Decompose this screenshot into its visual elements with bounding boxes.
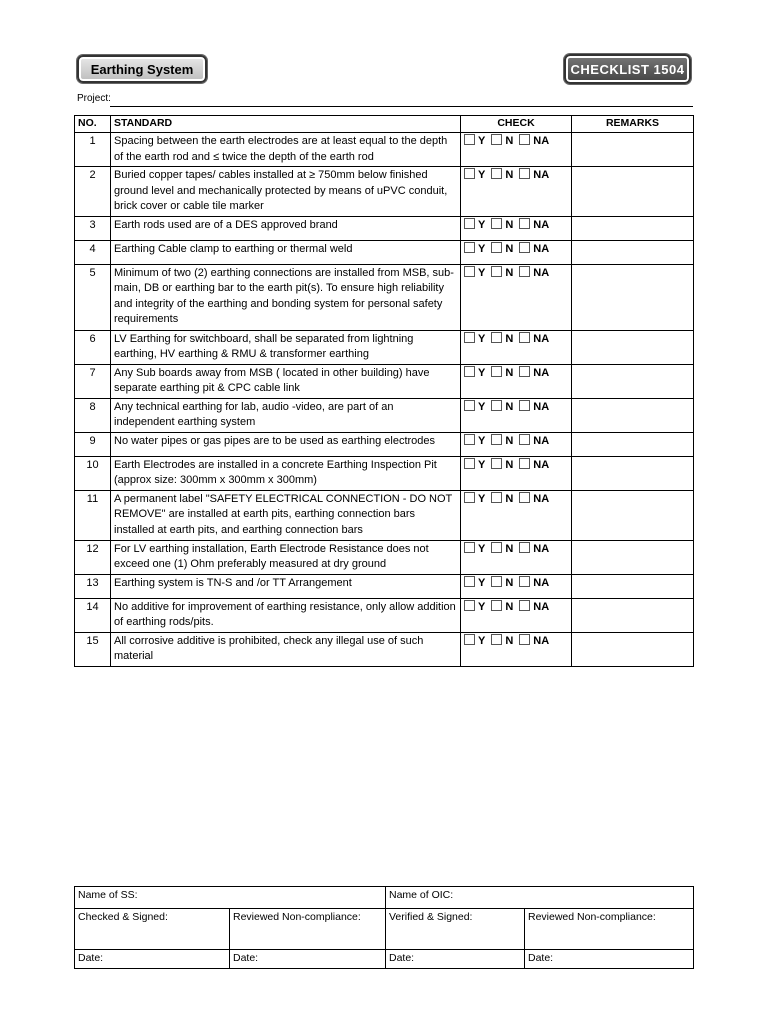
option-y[interactable]	[464, 543, 485, 555]
option-n[interactable]	[491, 135, 513, 147]
checkbox-n[interactable]	[491, 542, 502, 553]
option-na[interactable]	[519, 333, 549, 345]
option-na[interactable]	[519, 435, 549, 447]
row-check	[461, 240, 572, 264]
row-standard: For LV earthing installation, Earth Electrode Resistance does not exceed one (1) Ohm preferably measured at dry ground	[111, 540, 461, 574]
checkbox-na[interactable]	[519, 542, 530, 553]
checkbox-na[interactable]	[519, 168, 530, 179]
reviewed-nc-label-1: Reviewed Non-compliance:	[233, 911, 361, 923]
checkbox-na[interactable]	[519, 492, 530, 503]
option-n-label: N	[505, 169, 514, 181]
row-remarks[interactable]	[572, 240, 694, 264]
option-na[interactable]	[519, 577, 549, 589]
option-na-label: NA	[533, 135, 550, 147]
table-row	[75, 398, 694, 432]
row-check	[461, 167, 572, 217]
row-check	[461, 264, 572, 330]
row-remarks[interactable]	[572, 133, 694, 167]
row-remarks[interactable]	[572, 574, 694, 598]
option-n-label: N	[505, 434, 514, 447]
row-number: 4	[75, 240, 111, 264]
option-n[interactable]	[491, 577, 513, 589]
option-y[interactable]	[464, 169, 485, 181]
row-check	[461, 364, 572, 398]
option-na[interactable]	[519, 267, 549, 279]
row-standard: All corrosive additive is prohibited, check any illegal use of such material	[111, 632, 461, 666]
checkbox-n[interactable]	[491, 366, 502, 377]
col-standard: STANDARD	[111, 116, 461, 133]
option-y-label: Y	[478, 400, 486, 413]
row-standard: Earth rods used are of a DES approved brand	[111, 216, 461, 240]
option-na-label: NA	[533, 332, 550, 345]
option-n-label: N	[505, 400, 514, 413]
checkbox-y[interactable]	[464, 634, 475, 645]
row-number: 12	[75, 540, 111, 574]
option-y[interactable]	[464, 493, 485, 505]
option-y-label: Y	[478, 366, 486, 379]
checkbox-y[interactable]	[464, 492, 475, 503]
row-standard: Minimum of two (2) earthing connections are installed from MSB, sub-main, DB or earthing bar to the earth pit(s). To ensure high reliability and integrity of the earthing and bonding system for personal safety requirements	[111, 264, 461, 330]
option-y-label: Y	[478, 218, 486, 231]
row-number: 3	[75, 216, 111, 240]
reviewed-nc-field-1[interactable]	[230, 909, 386, 950]
option-na-label: NA	[533, 600, 550, 613]
option-y[interactable]	[464, 267, 485, 279]
table-row	[75, 216, 694, 240]
option-n-label: N	[505, 634, 514, 647]
option-na-label: NA	[533, 169, 550, 181]
option-na-label: NA	[533, 542, 550, 555]
table-row	[75, 598, 694, 632]
title-button[interactable]	[77, 55, 207, 83]
col-remarks: REMARKS	[572, 116, 694, 133]
signoff-table	[74, 886, 694, 969]
option-y-label: Y	[478, 169, 486, 181]
checkbox-y[interactable]	[464, 542, 475, 553]
date-field-1[interactable]	[75, 950, 230, 969]
option-na[interactable]	[519, 219, 549, 231]
option-na[interactable]	[519, 543, 549, 555]
project-label: Project:	[77, 93, 111, 104]
checkbox-y[interactable]	[464, 366, 475, 377]
checkbox-n[interactable]	[491, 576, 502, 587]
option-na-label: NA	[533, 400, 550, 413]
reviewed-nc-field-2[interactable]	[525, 909, 694, 950]
option-n-label: N	[505, 366, 514, 379]
row-check	[461, 432, 572, 456]
table-row	[75, 240, 694, 264]
checkbox-na[interactable]	[519, 266, 530, 277]
table-row	[75, 574, 694, 598]
option-n[interactable]	[491, 459, 513, 471]
checklist-table	[74, 115, 694, 667]
checkbox-n[interactable]	[491, 458, 502, 469]
row-number: 6	[75, 330, 111, 364]
reviewed-nc-label-2: Reviewed Non-compliance:	[528, 911, 656, 923]
row-remarks[interactable]	[572, 456, 694, 490]
option-na-label: NA	[533, 458, 550, 471]
option-y[interactable]	[464, 635, 485, 647]
row-standard: No water pipes or gas pipes are to be used as earthing electrodes	[111, 432, 461, 456]
row-number: 7	[75, 364, 111, 398]
option-y-label: Y	[478, 266, 486, 279]
checkbox-na[interactable]	[519, 134, 530, 145]
checkbox-y[interactable]	[464, 332, 475, 343]
checkbox-na[interactable]	[519, 600, 530, 611]
option-n-label: N	[505, 458, 514, 471]
date-label: Date:	[78, 952, 104, 964]
checkbox-n[interactable]	[491, 600, 502, 611]
checkbox-n[interactable]	[491, 218, 502, 229]
row-check	[461, 598, 572, 632]
date-label: Date:	[528, 952, 554, 964]
row-check	[461, 540, 572, 574]
table-row	[75, 364, 694, 398]
option-y-label: Y	[478, 332, 486, 345]
row-remarks[interactable]	[572, 540, 694, 574]
checkbox-n[interactable]	[491, 400, 502, 411]
option-y[interactable]	[464, 219, 485, 231]
name-ss-field[interactable]	[75, 887, 386, 909]
option-y[interactable]	[464, 243, 485, 255]
option-na-label: NA	[533, 576, 550, 589]
checkbox-y[interactable]	[464, 218, 475, 229]
option-na-label: NA	[533, 366, 550, 379]
checkbox-y[interactable]	[464, 400, 475, 411]
option-y-label: Y	[478, 492, 486, 505]
checkbox-y[interactable]	[464, 434, 475, 445]
option-y[interactable]	[464, 367, 485, 379]
name-ss-label: Name of SS:	[78, 889, 138, 901]
option-n[interactable]	[491, 493, 513, 505]
option-n-label: N	[505, 218, 514, 231]
checkbox-na[interactable]	[519, 242, 530, 253]
checkbox-na[interactable]	[519, 434, 530, 445]
project-field[interactable]	[110, 106, 693, 107]
option-na-label: NA	[533, 266, 550, 279]
option-y-label: Y	[478, 242, 486, 255]
row-standard: Earth Electrodes are installed in a concrete Earthing Inspection Pit (approx size: 300mm x 300mm x 300mm)	[111, 456, 461, 490]
row-check	[461, 490, 572, 540]
checkbox-y[interactable]	[464, 242, 475, 253]
option-n[interactable]	[491, 401, 513, 413]
row-remarks[interactable]	[572, 167, 694, 217]
checked-signed-field[interactable]	[75, 909, 230, 950]
checkbox-n[interactable]	[491, 242, 502, 253]
table-row	[75, 264, 694, 330]
option-na[interactable]	[519, 493, 549, 505]
checkbox-na[interactable]	[519, 366, 530, 377]
verified-signed-label: Verified & Signed:	[389, 911, 473, 923]
checklist-button[interactable]	[564, 54, 691, 84]
option-n[interactable]	[491, 635, 513, 647]
option-na-label: NA	[533, 218, 550, 231]
option-n[interactable]	[491, 543, 513, 555]
option-na[interactable]	[519, 135, 549, 147]
row-number: 15	[75, 632, 111, 666]
table-row	[75, 540, 694, 574]
name-oic-label: Name of OIC:	[389, 889, 454, 901]
table-row	[75, 456, 694, 490]
row-number: 9	[75, 432, 111, 456]
row-number: 10	[75, 456, 111, 490]
row-remarks[interactable]	[572, 432, 694, 456]
row-number: 8	[75, 398, 111, 432]
option-n[interactable]	[491, 169, 513, 181]
row-check	[461, 330, 572, 364]
option-n[interactable]	[491, 601, 513, 613]
checkbox-na[interactable]	[519, 218, 530, 229]
row-remarks[interactable]	[572, 216, 694, 240]
option-y[interactable]	[464, 459, 485, 471]
option-n-label: N	[505, 600, 514, 613]
row-number: 14	[75, 598, 111, 632]
checkbox-n[interactable]	[491, 332, 502, 343]
option-y-label: Y	[478, 634, 486, 647]
checkbox-y[interactable]	[464, 600, 475, 611]
option-n-label: N	[505, 332, 514, 345]
option-n-label: N	[505, 576, 514, 589]
checkbox-na[interactable]	[519, 332, 530, 343]
row-remarks[interactable]	[572, 490, 694, 540]
option-y-label: Y	[478, 576, 486, 589]
row-remarks[interactable]	[572, 330, 694, 364]
checkbox-n[interactable]	[491, 266, 502, 277]
option-n[interactable]	[491, 267, 513, 279]
row-remarks[interactable]	[572, 364, 694, 398]
option-n[interactable]	[491, 367, 513, 379]
option-na[interactable]	[519, 169, 549, 181]
option-na[interactable]	[519, 243, 549, 255]
checkbox-y[interactable]	[464, 576, 475, 587]
option-n-label: N	[505, 242, 514, 255]
option-y[interactable]	[464, 333, 485, 345]
option-y[interactable]	[464, 601, 485, 613]
checkbox-y[interactable]	[464, 168, 475, 179]
option-y[interactable]	[464, 577, 485, 589]
option-y-label: Y	[478, 434, 486, 447]
row-standard: Spacing between the earth electrodes are at least equal to the depth of the earth rod and ≤ twice the depth of the earth rod	[111, 133, 461, 167]
row-check	[461, 456, 572, 490]
checkbox-na[interactable]	[519, 576, 530, 587]
option-na[interactable]	[519, 401, 549, 413]
row-standard: No additive for improvement of earthing resistance, only allow addition of earthing rods/pits.	[111, 598, 461, 632]
checkbox-n[interactable]	[491, 634, 502, 645]
option-n[interactable]	[491, 243, 513, 255]
checkbox-n[interactable]	[491, 492, 502, 503]
row-standard: Earthing system is TN-S and /or TT Arrangement	[111, 574, 461, 598]
row-check	[461, 574, 572, 598]
option-na-label: NA	[533, 492, 550, 505]
option-y-label: Y	[478, 542, 486, 555]
row-number: 2	[75, 167, 111, 217]
row-standard: Any technical earthing for lab, audio -video, are part of an independent earthing system	[111, 398, 461, 432]
table-row	[75, 330, 694, 364]
option-n-label: N	[505, 135, 514, 147]
checkbox-na[interactable]	[519, 400, 530, 411]
row-number: 5	[75, 264, 111, 330]
option-na[interactable]	[519, 459, 549, 471]
row-remarks[interactable]	[572, 398, 694, 432]
row-number: 13	[75, 574, 111, 598]
option-na-label: NA	[533, 434, 550, 447]
option-na[interactable]	[519, 635, 549, 647]
checkbox-na[interactable]	[519, 634, 530, 645]
row-check	[461, 398, 572, 432]
option-na[interactable]	[519, 601, 549, 613]
option-y-label: Y	[478, 458, 486, 471]
checked-signed-label: Checked & Signed:	[78, 911, 168, 923]
checkbox-n[interactable]	[491, 168, 502, 179]
option-y[interactable]	[464, 401, 485, 413]
row-standard: Buried copper tapes/ cables installed at ≥ 750mm below finished ground level and mechanically protected by means of uPVC conduit, brick cover or cable tile marker	[111, 167, 461, 217]
row-remarks[interactable]	[572, 264, 694, 330]
row-remarks[interactable]	[572, 632, 694, 666]
col-no: NO.	[75, 116, 111, 133]
option-n[interactable]	[491, 333, 513, 345]
verified-signed-field[interactable]	[386, 909, 525, 950]
checklist-label: CHECKLIST 1504	[570, 61, 685, 77]
option-n-label: N	[505, 266, 514, 279]
checkbox-na[interactable]	[519, 458, 530, 469]
checkbox-y[interactable]	[464, 266, 475, 277]
date-field-4[interactable]	[525, 950, 694, 969]
table-row	[75, 432, 694, 456]
header-row	[75, 116, 694, 133]
option-n-label: N	[505, 492, 514, 505]
table-row	[75, 133, 694, 167]
checkbox-y[interactable]	[464, 458, 475, 469]
title-label: Earthing System	[90, 61, 194, 77]
option-na-label: NA	[533, 634, 550, 647]
col-check: CHECK	[461, 116, 572, 133]
checkbox-n[interactable]	[491, 434, 502, 445]
option-n[interactable]	[491, 435, 513, 447]
row-remarks[interactable]	[572, 598, 694, 632]
table-row	[75, 490, 694, 540]
checkbox-n[interactable]	[491, 134, 502, 145]
date-label: Date:	[389, 952, 415, 964]
row-check	[461, 632, 572, 666]
row-standard: Any Sub boards away from MSB ( located in other building) have separate earthing pit & CPC cable link	[111, 364, 461, 398]
checkbox-y[interactable]	[464, 134, 475, 145]
date-label: Date:	[233, 952, 259, 964]
option-na[interactable]	[519, 367, 549, 379]
option-y[interactable]	[464, 435, 485, 447]
option-y-label: Y	[478, 135, 486, 147]
row-standard: A permanent label "SAFETY ELECTRICAL CONNECTION - DO NOT REMOVE" are installed at earth pits, earthing connection bars installed at earth pits, and earthing connection bars	[111, 490, 461, 540]
row-number: 1	[75, 133, 111, 167]
date-field-3[interactable]	[386, 950, 525, 969]
option-n[interactable]	[491, 219, 513, 231]
option-y[interactable]	[464, 135, 485, 147]
row-standard: Earthing Cable clamp to earthing or thermal weld	[111, 240, 461, 264]
table-row	[75, 167, 694, 217]
option-n-label: N	[505, 542, 514, 555]
row-number: 11	[75, 490, 111, 540]
option-na-label: NA	[533, 242, 550, 255]
row-standard: LV Earthing for switchboard, shall be separated from lightning earthing, HV earthing & RMU & transformer earthing	[111, 330, 461, 364]
table-row	[75, 632, 694, 666]
date-field-2[interactable]	[230, 950, 386, 969]
row-check	[461, 133, 572, 167]
row-check	[461, 216, 572, 240]
option-y-label: Y	[478, 600, 486, 613]
name-oic-field[interactable]	[386, 887, 694, 909]
